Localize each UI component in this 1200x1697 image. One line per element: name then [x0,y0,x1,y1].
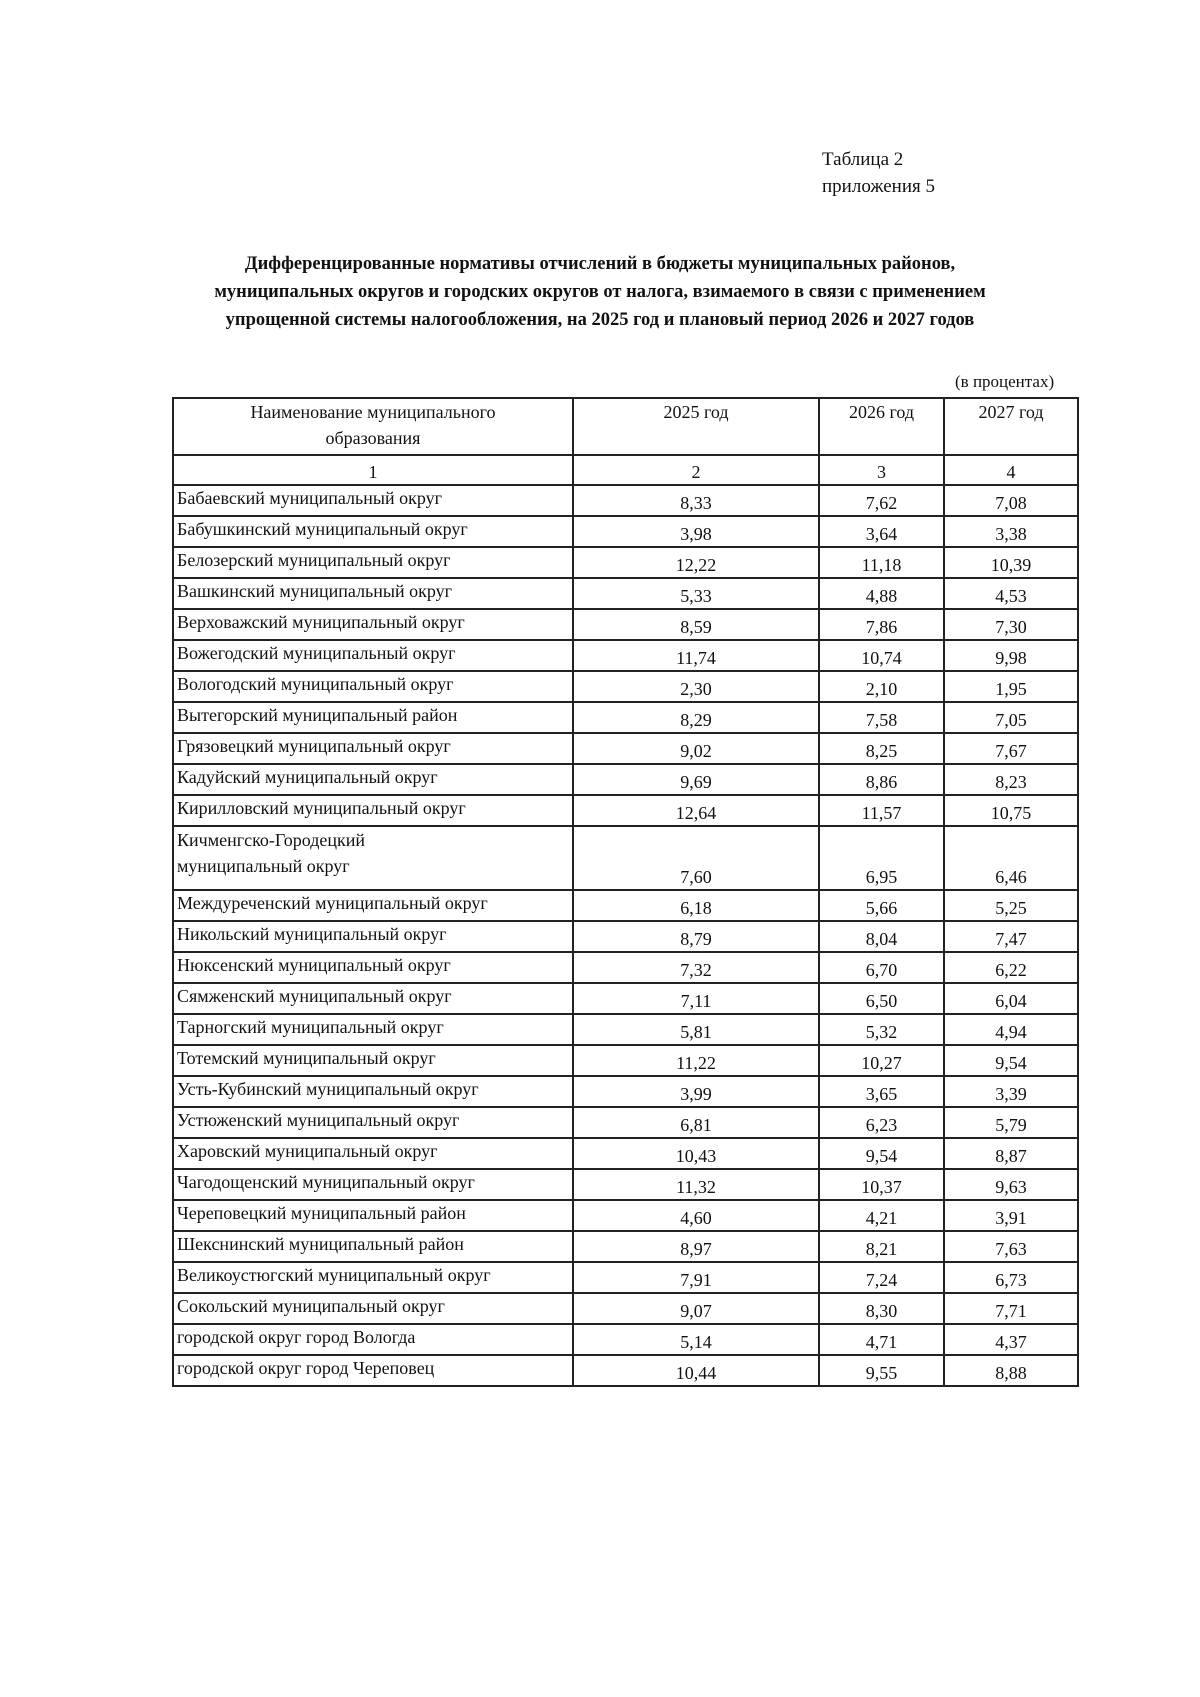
value-2027: 8,23 [944,764,1078,795]
table-row [173,1045,1078,1076]
value-2025: 6,18 [573,890,819,921]
column-number: 2 [573,455,819,485]
municipality-name: Кирилловский муниципальный округ [173,795,573,826]
value-2025: 3,98 [573,516,819,547]
table-row [173,1293,1078,1324]
value-2026: 2,10 [819,671,944,702]
title-line-2: муниципальных округов и городских округов от налога, взимаемого в связи с применением [214,282,986,302]
value-2025: 9,02 [573,733,819,764]
value-2027: 4,53 [944,578,1078,609]
table-row [173,1014,1078,1045]
value-2027: 3,39 [944,1076,1078,1107]
value-2027: 9,63 [944,1169,1078,1200]
value-2025: 12,22 [573,547,819,578]
column-number: 1 [173,455,573,485]
table-reference [822,146,935,200]
value-2026: 7,86 [819,609,944,640]
value-2026: 5,66 [819,890,944,921]
municipality-name-line: Кичменгско-Городецкий [177,830,365,850]
header-2025: 2025 год [573,398,819,455]
table-row [173,983,1078,1014]
municipality-name: Вашкинский муниципальный округ [173,578,573,609]
title-line-1: Дифференцированные нормативы отчислений в бюджеты муниципальных районов, [244,254,956,274]
value-2026: 7,24 [819,1262,944,1293]
value-2026: 4,88 [819,578,944,609]
value-2025: 3,99 [573,1076,819,1107]
municipality-name: Верховажский муниципальный округ [173,609,573,640]
value-2026: 7,62 [819,485,944,516]
table-row [173,1355,1078,1386]
value-2025: 5,33 [573,578,819,609]
municipality-name: Харовский муниципальный округ [173,1138,573,1169]
value-2025: 10,44 [573,1355,819,1386]
table-row [173,1138,1078,1169]
table-row [173,702,1078,733]
municipality-name: городской округ город Вологда [173,1324,573,1355]
value-2027: 9,54 [944,1045,1078,1076]
value-2025: 5,81 [573,1014,819,1045]
value-2026: 6,50 [819,983,944,1014]
value-2026: 8,30 [819,1293,944,1324]
table-row [173,1324,1078,1355]
value-2026: 4,21 [819,1200,944,1231]
municipality-name-line: муниципальный округ [177,856,350,876]
value-2027: 7,47 [944,921,1078,952]
table-row [173,921,1078,952]
value-2027: 7,08 [944,485,1078,516]
table-row [173,547,1078,578]
value-2027: 3,91 [944,1200,1078,1231]
table-row [173,1200,1078,1231]
units-note: (в процентах) [955,372,1055,391]
value-2027: 8,87 [944,1138,1078,1169]
value-2026: 10,37 [819,1169,944,1200]
municipality-name: Вытегорский муниципальный район [173,702,573,733]
value-2026: 8,04 [819,921,944,952]
value-2025: 7,11 [573,983,819,1014]
value-2025: 6,81 [573,1107,819,1138]
value-2026: 5,32 [819,1014,944,1045]
municipality-name: Белозерский муниципальный округ [173,547,573,578]
table-row [173,609,1078,640]
value-2026: 8,21 [819,1231,944,1262]
title-line-3: упрощенной системы налогообложения, на 2025 год и плановый период 2026 и 2027 годов [225,310,975,330]
value-2027: 1,95 [944,671,1078,702]
value-2025: 7,91 [573,1262,819,1293]
value-2026: 7,58 [819,702,944,733]
municipality-name: Тотемский муниципальный округ [173,1045,573,1076]
header-name [173,398,573,455]
municipality-name: Великоустюгский муниципальный округ [173,1262,573,1293]
value-2027: 4,37 [944,1324,1078,1355]
value-2026: 9,55 [819,1355,944,1386]
table-row [173,733,1078,764]
value-2025: 8,59 [573,609,819,640]
municipality-name: Усть-Кубинский муниципальный округ [173,1076,573,1107]
value-2026: 8,25 [819,733,944,764]
value-2025: 4,60 [573,1200,819,1231]
value-2027: 8,88 [944,1355,1078,1386]
value-2025: 11,32 [573,1169,819,1200]
municipality-name: Череповецкий муниципальный район [173,1200,573,1231]
header-name-line1: Наименование муниципального [250,402,496,422]
municipality-name: Бабушкинский муниципальный округ [173,516,573,547]
municipality-name: Устюженский муниципальный округ [173,1107,573,1138]
header-2027: 2027 год [944,398,1078,455]
header-name-line2: образования [325,428,421,448]
table-row [173,671,1078,702]
municipality-name [173,826,573,890]
table-row [173,795,1078,826]
column-number: 3 [819,455,944,485]
value-2027: 5,79 [944,1107,1078,1138]
table-row [173,516,1078,547]
value-2027: 6,46 [944,826,1078,890]
value-2026: 3,65 [819,1076,944,1107]
value-2025: 11,22 [573,1045,819,1076]
municipality-name: Сокольский муниципальный округ [173,1293,573,1324]
value-2026: 8,86 [819,764,944,795]
value-2025: 2,30 [573,671,819,702]
value-2026: 10,74 [819,640,944,671]
value-2026: 4,71 [819,1324,944,1355]
value-2026: 6,95 [819,826,944,890]
table-row [173,640,1078,671]
municipality-name: Бабаевский муниципальный округ [173,485,573,516]
table-number: Таблица 2 [822,149,904,170]
municipality-name: Нюксенский муниципальный округ [173,952,573,983]
value-2025: 9,07 [573,1293,819,1324]
value-2027: 7,05 [944,702,1078,733]
table-row [173,826,1078,890]
municipality-name: Шекснинский муниципальный район [173,1231,573,1262]
value-2026: 9,54 [819,1138,944,1169]
value-2026: 6,70 [819,952,944,983]
table-row [173,764,1078,795]
value-2026: 10,27 [819,1045,944,1076]
municipality-name: Грязовецкий муниципальный округ [173,733,573,764]
municipality-name: Кадуйский муниципальный округ [173,764,573,795]
municipality-name: Сямженский муниципальный округ [173,983,573,1014]
value-2025: 8,33 [573,485,819,516]
value-2026: 11,18 [819,547,944,578]
value-2026: 6,23 [819,1107,944,1138]
header-2026: 2026 год [819,398,944,455]
table-row [173,1076,1078,1107]
value-2027: 6,22 [944,952,1078,983]
table-row [173,485,1078,516]
value-2027: 9,98 [944,640,1078,671]
value-2025: 8,79 [573,921,819,952]
value-2025: 7,32 [573,952,819,983]
municipality-name: городской округ город Череповец [173,1355,573,1386]
value-2027: 7,63 [944,1231,1078,1262]
municipality-name: Вологодский муниципальный округ [173,671,573,702]
value-2026: 11,57 [819,795,944,826]
table-row [173,1107,1078,1138]
value-2027: 7,67 [944,733,1078,764]
table-row [173,1262,1078,1293]
value-2027: 3,38 [944,516,1078,547]
value-2027: 7,71 [944,1293,1078,1324]
column-number: 4 [944,455,1078,485]
value-2025: 7,60 [573,826,819,890]
document-title [150,250,1050,334]
appendix-number: приложения 5 [822,176,935,197]
table-row [173,578,1078,609]
table-row [173,1231,1078,1262]
table-row [173,1169,1078,1200]
norms-table [172,397,1079,1387]
municipality-name: Междуреченский муниципальный округ [173,890,573,921]
value-2025: 10,43 [573,1138,819,1169]
value-2025: 5,14 [573,1324,819,1355]
value-2025: 8,97 [573,1231,819,1262]
value-2027: 7,30 [944,609,1078,640]
value-2027: 4,94 [944,1014,1078,1045]
column-number-row [173,455,1078,485]
value-2027: 6,04 [944,983,1078,1014]
value-2025: 8,29 [573,702,819,733]
municipality-name: Чагодощенский муниципальный округ [173,1169,573,1200]
value-2027: 10,75 [944,795,1078,826]
value-2027: 6,73 [944,1262,1078,1293]
value-2025: 11,74 [573,640,819,671]
value-2025: 9,69 [573,764,819,795]
value-2026: 3,64 [819,516,944,547]
value-2027: 5,25 [944,890,1078,921]
municipality-name: Вожегодский муниципальный округ [173,640,573,671]
table-row [173,952,1078,983]
table-row [173,890,1078,921]
municipality-name: Тарногский муниципальный округ [173,1014,573,1045]
municipality-name: Никольский муниципальный округ [173,921,573,952]
header-row [173,398,1078,455]
value-2027: 10,39 [944,547,1078,578]
value-2025: 12,64 [573,795,819,826]
